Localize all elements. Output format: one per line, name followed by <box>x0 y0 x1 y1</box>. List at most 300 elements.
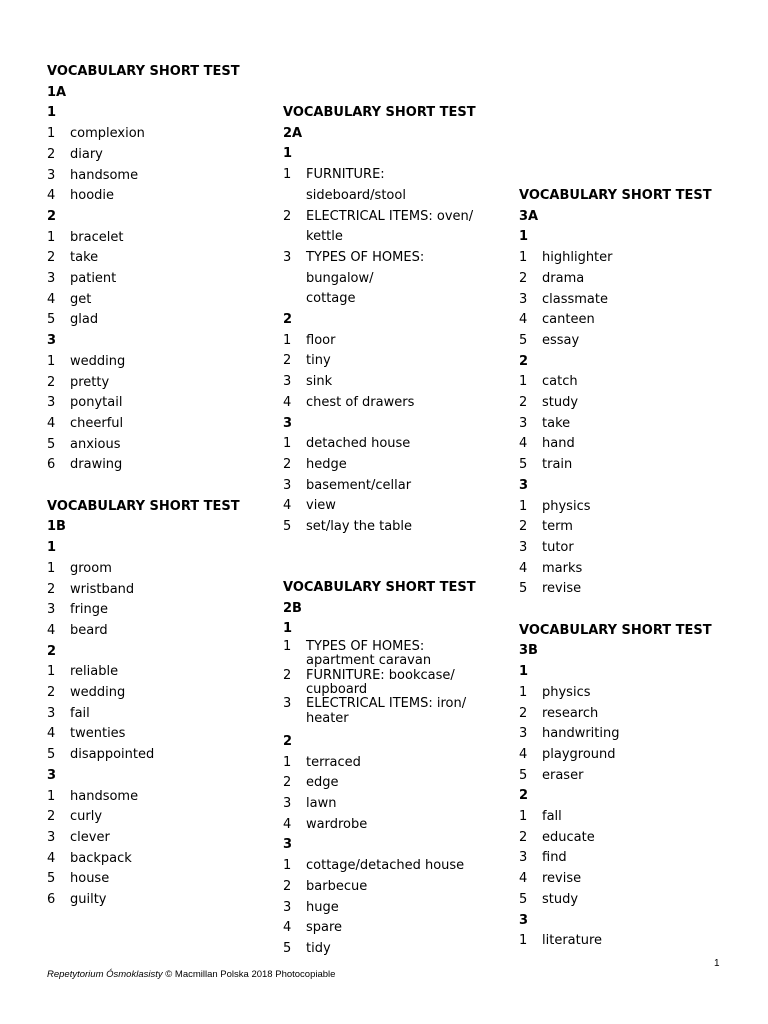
exercise-number: 2 <box>519 788 529 804</box>
column-2 <box>283 103 503 538</box>
exercise-block <box>283 414 503 538</box>
column-1 <box>47 62 267 911</box>
answer-item <box>47 166 267 187</box>
item-number: 2 <box>519 270 528 286</box>
answer-item <box>283 351 503 372</box>
answer-item <box>519 745 739 766</box>
item-number: 5 <box>47 871 56 887</box>
answer-item <box>47 559 267 580</box>
answer-text: complexion <box>70 126 145 142</box>
answer-text: literature <box>542 933 603 949</box>
item-number: 3 <box>519 726 528 742</box>
exercise-block <box>47 103 267 207</box>
answer-text: floor <box>306 332 336 348</box>
item-number: 4 <box>47 622 56 638</box>
answer-text: ponytail <box>70 395 123 411</box>
answer-text: chest of drawers <box>306 394 415 410</box>
answer-item <box>283 248 503 269</box>
item-number: 3 <box>519 539 528 555</box>
answer-item <box>47 455 267 476</box>
answer-item <box>283 683 503 697</box>
answer-text: reliable <box>70 664 119 680</box>
answer-item <box>47 621 267 642</box>
section-heading: VOCABULARY SHORT TEST <box>283 105 476 120</box>
answer-text: essay <box>542 332 580 348</box>
item-number: 2 <box>519 395 528 411</box>
item-number: 1 <box>283 167 292 183</box>
item-number: 3 <box>283 477 292 493</box>
item-number: 4 <box>47 850 56 866</box>
item-number: 3 <box>519 850 528 866</box>
answer-text: edge <box>306 775 339 791</box>
answer-item <box>519 434 739 455</box>
exercise-block <box>519 227 739 351</box>
exercise-number: 3 <box>283 415 293 431</box>
answer-text: train <box>542 457 573 473</box>
section-heading: VOCABULARY SHORT TEST <box>519 188 712 203</box>
item-number: 1 <box>47 560 56 576</box>
answer-item <box>47 393 267 414</box>
exercise-block <box>283 144 503 310</box>
answer-item <box>519 290 739 311</box>
item-number: 1 <box>283 858 292 874</box>
answer-item <box>47 745 267 766</box>
answer-text: FURNITURE: bookcase/ <box>306 667 455 683</box>
answer-item <box>283 393 503 414</box>
item-number: 1 <box>283 754 292 770</box>
answer-text: handwriting <box>542 726 620 742</box>
item-number: 3 <box>283 796 292 811</box>
answer-text: take <box>542 415 571 431</box>
answer-text: marks <box>542 560 583 576</box>
answer-text: research <box>542 705 599 721</box>
answer-text: wedding <box>70 353 126 369</box>
answer-text: pretty <box>70 374 110 390</box>
item-number: 1 <box>47 229 56 245</box>
item-number: 4 <box>47 726 56 742</box>
answer-text: view <box>306 498 336 514</box>
answer-item <box>519 310 739 331</box>
answer-item <box>283 434 503 455</box>
item-number: 2 <box>283 667 292 683</box>
item-number: 1 <box>519 498 528 514</box>
answer-item <box>47 600 267 621</box>
section-code: 3B <box>519 643 538 659</box>
exercise-block <box>283 310 503 414</box>
answer-item <box>519 807 739 828</box>
answer-text: FURNITURE: <box>306 167 385 183</box>
item-number: 4 <box>283 498 292 514</box>
item-number: 4 <box>283 394 292 410</box>
answer-item <box>519 579 739 600</box>
exercise-number: 2 <box>519 353 529 369</box>
item-number: 4 <box>519 560 528 576</box>
item-number: 1 <box>283 639 292 655</box>
item-number: 3 <box>47 395 56 411</box>
answer-text: canteen <box>542 312 595 328</box>
answer-text: handsome <box>70 167 139 183</box>
answer-item <box>283 753 503 774</box>
exercise-block <box>47 642 267 766</box>
answer-text: hedge <box>306 456 347 472</box>
answer-item <box>283 918 503 939</box>
answer-text: tiny <box>306 353 331 369</box>
answer-text: term <box>542 519 573 535</box>
exercise-number: 1 <box>283 146 293 162</box>
exercise-block <box>519 352 739 476</box>
answer-text: terraced <box>306 754 361 770</box>
answer-text: groom <box>70 560 112 576</box>
item-number: 2 <box>519 705 528 721</box>
answer-text: drawing <box>70 457 123 473</box>
column-3 <box>519 186 739 952</box>
item-number: 1 <box>519 250 528 266</box>
item-number: 3 <box>47 830 56 845</box>
answer-item <box>283 289 503 310</box>
item-number: 1 <box>519 684 528 700</box>
exercise-number: 1 <box>47 105 57 121</box>
answer-item <box>519 559 739 580</box>
exercise-number: 1 <box>283 621 293 637</box>
exercise-block <box>47 331 267 476</box>
answer-item <box>519 931 739 952</box>
answer-text: revise <box>542 581 582 597</box>
answer-text: cupboard <box>306 682 368 697</box>
answer-item <box>283 773 503 794</box>
item-number: 2 <box>47 146 56 162</box>
exercise-number: 3 <box>47 333 57 349</box>
answer-item <box>283 517 503 538</box>
section-code: 3A <box>519 208 539 224</box>
section-heading: VOCABULARY SHORT TEST <box>519 622 712 638</box>
answer-text: heater <box>306 710 349 726</box>
answer-text: bungalow/ <box>306 270 374 286</box>
item-number: 2 <box>47 374 56 390</box>
answer-item <box>47 849 267 870</box>
item-number: 5 <box>283 519 292 535</box>
item-number: 1 <box>47 353 56 369</box>
answer-text: tidy <box>306 940 331 956</box>
exercise-number: 1 <box>519 229 529 245</box>
answer-item <box>283 877 503 898</box>
item-number: 1 <box>519 933 528 949</box>
answer-text: ELECTRICAL ITEMS: oven/ <box>306 208 474 224</box>
item-number: 6 <box>47 457 56 473</box>
answer-item <box>519 538 739 559</box>
answer-text: revise <box>542 871 582 887</box>
answer-item <box>283 654 503 668</box>
answer-text: tutor <box>542 539 574 555</box>
answer-text: handsome <box>70 788 139 804</box>
answer-text: cottage/detached house <box>306 858 465 874</box>
exercise-block <box>519 911 739 952</box>
exercise-block <box>519 662 739 786</box>
answer-item <box>519 393 739 414</box>
answer-item <box>283 372 503 393</box>
item-number: 5 <box>519 457 528 473</box>
footer-copyright: © Macmillan Polska 2018 Photocopiable <box>162 969 336 980</box>
page-number: 1 <box>714 958 720 969</box>
answer-text: sink <box>306 374 333 390</box>
answer-text: curly <box>70 809 103 825</box>
answer-text: hand <box>542 436 575 452</box>
item-number: 2 <box>519 829 528 845</box>
answer-text: spare <box>306 920 343 936</box>
answer-item <box>283 186 503 207</box>
answer-text: diary <box>70 146 103 162</box>
item-number: 3 <box>47 167 56 183</box>
item-number: 4 <box>519 871 528 887</box>
item-number: 2 <box>519 519 528 535</box>
item-number: 5 <box>47 436 56 452</box>
answer-item <box>283 669 503 683</box>
answer-item <box>283 165 503 186</box>
answer-item <box>283 856 503 877</box>
answer-item <box>519 331 739 352</box>
item-number: 2 <box>47 809 56 825</box>
answer-item <box>519 248 739 269</box>
exercise-number: 1 <box>47 540 57 556</box>
exercise-block <box>47 538 267 642</box>
answer-item <box>283 207 503 228</box>
answer-text: basement/cellar <box>306 477 412 493</box>
section-code: 2B <box>283 600 302 616</box>
answer-item <box>47 228 267 249</box>
answer-text: fringe <box>70 602 109 618</box>
answer-text: huge <box>306 899 339 915</box>
answer-text: cottage <box>306 291 356 307</box>
answer-text: wristband <box>70 581 135 597</box>
answer-item <box>519 766 739 787</box>
answer-item <box>47 310 267 331</box>
exercise-number: 3 <box>519 912 529 928</box>
exercise-number: 2 <box>283 312 293 328</box>
answer-text: find <box>542 850 567 866</box>
item-number: 3 <box>519 291 528 307</box>
item-number: 1 <box>47 788 56 804</box>
section-heading: VOCABULARY SHORT TEST <box>283 580 476 595</box>
item-number: 2 <box>283 456 292 472</box>
item-number: 5 <box>47 312 56 328</box>
answer-text: beard <box>70 622 108 638</box>
section-heading: VOCABULARY SHORT TEST <box>47 498 240 514</box>
answer-text: TYPES OF HOMES: <box>306 639 425 655</box>
answer-text: ELECTRICAL ITEMS: iron/ <box>306 696 467 712</box>
answer-text: guilty <box>70 892 107 908</box>
answer-item <box>283 455 503 476</box>
answer-item <box>283 939 503 960</box>
answer-item <box>283 712 503 726</box>
item-number: 4 <box>47 415 56 431</box>
answer-text: wedding <box>70 685 126 701</box>
answer-text: eraser <box>542 767 584 783</box>
footer-title: Repetytorium Ósmoklasisty <box>47 969 163 980</box>
answer-text: physics <box>542 684 591 700</box>
answer-item <box>47 869 267 890</box>
item-number: 5 <box>519 332 528 348</box>
item-number: 3 <box>47 602 56 618</box>
answer-item <box>47 269 267 290</box>
exercise-block <box>283 835 503 959</box>
item-number: 1 <box>519 809 528 825</box>
answer-text: detached house <box>306 436 411 452</box>
answer-item <box>47 124 267 145</box>
exercise-block <box>47 207 267 331</box>
answer-item <box>519 704 739 725</box>
item-number: 6 <box>47 892 56 908</box>
exercise-number: 3 <box>47 767 57 783</box>
item-number: 2 <box>283 878 292 894</box>
answer-text: clever <box>70 830 110 845</box>
exercise-number: 2 <box>47 208 57 224</box>
answer-item <box>283 794 503 815</box>
answer-text: drama <box>542 270 585 286</box>
item-number: 1 <box>519 374 528 390</box>
answer-item <box>47 580 267 601</box>
section-heading: VOCABULARY SHORT TEST <box>47 64 240 79</box>
section-code: 1B <box>47 519 66 535</box>
item-number: 5 <box>519 581 528 597</box>
exercise-number: 3 <box>283 837 293 853</box>
footer <box>47 969 335 980</box>
answer-text: fall <box>542 809 562 825</box>
answer-text: get <box>70 291 92 307</box>
answer-item <box>47 435 267 456</box>
answer-item <box>519 683 739 704</box>
answer-item <box>283 476 503 497</box>
answer-item <box>47 704 267 725</box>
answer-item <box>47 683 267 704</box>
answer-item <box>519 372 739 393</box>
answer-text: glad <box>70 312 99 328</box>
answer-text: study <box>542 395 579 411</box>
answer-item <box>47 807 267 828</box>
section-code: 1A <box>47 84 67 100</box>
answer-item <box>283 640 503 654</box>
item-number: 4 <box>283 816 292 832</box>
answer-item <box>47 290 267 311</box>
answer-item <box>47 186 267 207</box>
answer-item <box>283 898 503 919</box>
answer-text: apartment caravan <box>306 653 432 669</box>
answer-item <box>47 890 267 911</box>
answer-item <box>47 248 267 269</box>
item-number: 3 <box>519 415 528 431</box>
answer-item <box>519 724 739 745</box>
answer-item <box>47 414 267 435</box>
item-number: 4 <box>519 746 528 762</box>
answer-text: kettle <box>306 229 343 245</box>
answer-item <box>283 496 503 517</box>
item-number: 1 <box>283 436 292 452</box>
item-number: 4 <box>519 312 528 328</box>
answer-text: patient <box>70 271 117 287</box>
answer-item <box>47 724 267 745</box>
exercise-number: 2 <box>47 643 57 659</box>
answer-item <box>519 455 739 476</box>
item-number: 4 <box>47 291 56 307</box>
answer-item <box>519 269 739 290</box>
answer-text: bracelet <box>70 229 124 245</box>
answer-text: take <box>70 250 99 266</box>
answer-text: physics <box>542 498 591 514</box>
item-number: 3 <box>47 271 56 287</box>
item-number: 5 <box>47 747 56 763</box>
answer-text: house <box>70 871 110 887</box>
answer-text: sideboard/stool <box>306 187 406 203</box>
answer-item <box>519 517 739 538</box>
answer-item <box>519 414 739 435</box>
answer-text: fail <box>70 705 90 721</box>
answer-text: hoodie <box>70 188 115 204</box>
answer-text: backpack <box>70 850 132 866</box>
answer-text: barbecue <box>306 878 368 894</box>
answer-item <box>283 331 503 352</box>
answer-text: playground <box>542 746 616 762</box>
item-number: 5 <box>519 767 528 783</box>
answer-text: classmate <box>542 291 608 307</box>
answer-item <box>283 697 503 711</box>
answer-item <box>283 227 503 248</box>
answer-text: catch <box>542 374 578 390</box>
answer-text: highlighter <box>542 250 613 266</box>
item-number: 5 <box>519 891 528 907</box>
item-number: 2 <box>283 208 292 224</box>
answer-text: anxious <box>70 436 121 452</box>
item-number: 5 <box>283 940 292 956</box>
answer-item <box>519 869 739 890</box>
item-number: 3 <box>283 696 292 712</box>
exercise-number: 2 <box>283 733 293 749</box>
answer-item <box>47 373 267 394</box>
exercise-block <box>519 786 739 910</box>
item-number: 2 <box>283 775 292 791</box>
exercise-block <box>47 766 267 911</box>
item-number: 4 <box>283 920 292 936</box>
exercise-block <box>283 619 503 725</box>
answer-item <box>47 787 267 808</box>
column-2-lower <box>283 578 503 960</box>
exercise-block <box>283 732 503 836</box>
exercise-number: 3 <box>519 477 529 493</box>
item-number: 2 <box>47 250 56 266</box>
item-number: 4 <box>47 188 56 204</box>
answer-text: cheerful <box>70 415 124 431</box>
exercise-number: 1 <box>519 664 529 680</box>
answer-item <box>519 497 739 518</box>
item-number: 3 <box>283 249 292 265</box>
item-number: 2 <box>283 353 292 369</box>
answer-item <box>47 828 267 849</box>
answer-item <box>519 848 739 869</box>
section-code: 2A <box>283 125 303 141</box>
answer-item <box>283 815 503 836</box>
item-number: 3 <box>283 374 292 390</box>
answer-text: twenties <box>70 726 126 742</box>
answer-item <box>519 890 739 911</box>
answer-text: TYPES OF HOMES: <box>306 249 425 265</box>
answer-item <box>519 828 739 849</box>
answer-text: set/lay the table <box>306 519 413 535</box>
exercise-block <box>519 476 739 600</box>
answer-item <box>47 352 267 373</box>
item-number: 1 <box>47 664 56 680</box>
item-number: 1 <box>283 332 292 348</box>
item-number: 3 <box>47 705 56 721</box>
answer-text: study <box>542 891 579 907</box>
answer-text: lawn <box>306 796 337 811</box>
answer-item <box>47 145 267 166</box>
